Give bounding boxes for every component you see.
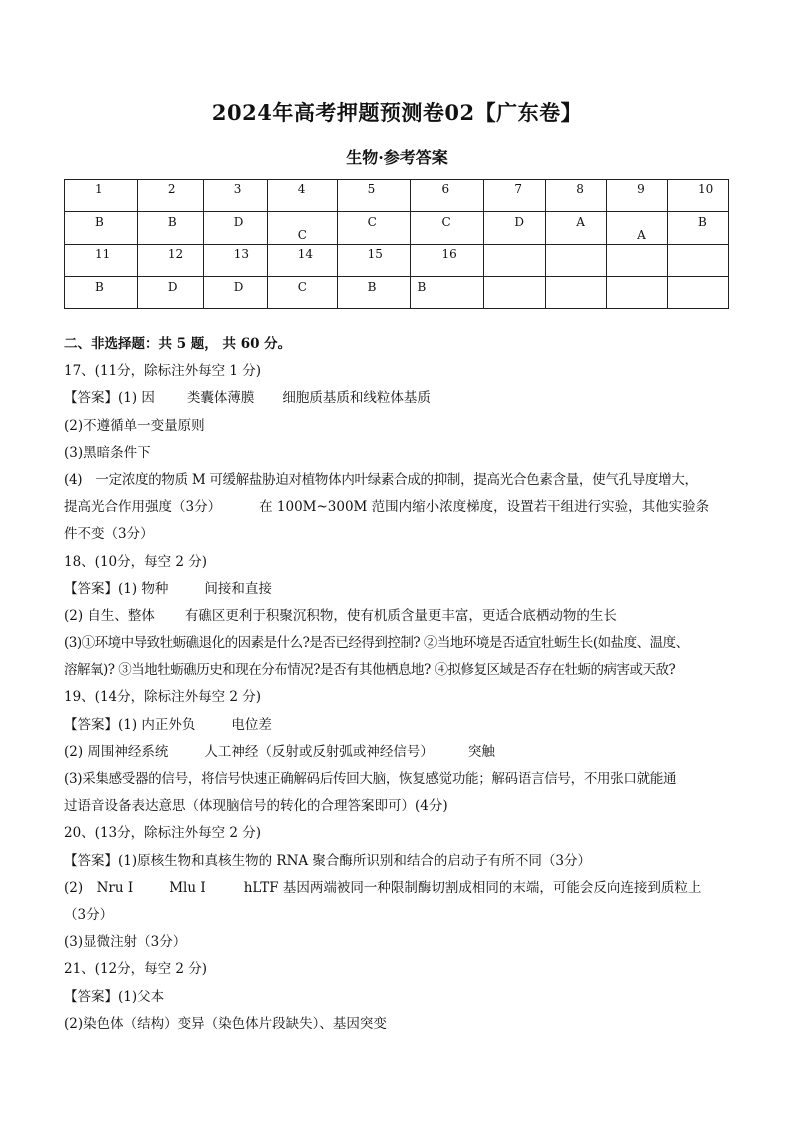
table-row <box>65 180 729 212</box>
q20-answer-3: (3)显微注射（3分） <box>64 934 187 951</box>
answer-text: (1) 因 <box>118 390 155 407</box>
answer-text: hLTF 基因两端被同一种限制酶切割成相同的末端，可能会反向连接到质粒上 <box>243 879 702 896</box>
table-cell: D <box>484 212 546 245</box>
table-cell: B <box>65 277 138 309</box>
answer-text: 人工神经（反射或反射弧或神经信号） <box>204 743 434 760</box>
answer-tag: 【答案】 <box>64 390 118 407</box>
table-cell: 3 <box>203 180 267 212</box>
table-cell: B <box>337 277 411 309</box>
q18-answer-1 <box>64 576 732 603</box>
table-cell: B <box>411 277 484 309</box>
table-cell: C <box>337 212 411 245</box>
table-cell: 1 <box>65 180 138 212</box>
answer-text: (2) Nru I <box>64 879 134 896</box>
table-cell: B <box>667 212 728 245</box>
answer-tag: 【答案】 <box>64 852 118 869</box>
q19-answer-1 <box>64 712 732 739</box>
q21-header: 21、(12分，每空 2 分) <box>64 961 208 978</box>
page-title: 2024年高考押题预测卷02【广东卷】 <box>211 100 583 125</box>
table-cell: 14 <box>267 245 337 277</box>
q20-answer-2 <box>64 875 732 902</box>
table-cell: 9 <box>607 180 668 212</box>
table-cell: 2 <box>137 180 203 212</box>
table-cell: 6 <box>411 180 484 212</box>
answer-tag: 【答案】 <box>64 716 118 733</box>
q17-answer-3: (3)黑暗条件下 <box>64 444 151 461</box>
answer-text: 提高光合作用强度（3分） <box>64 499 222 516</box>
table-row <box>65 277 729 309</box>
q17-header: 17、(11分，除标注外每空 1 分) <box>64 363 262 380</box>
answer-text: (2) 周围神经系统 <box>64 743 169 760</box>
table-cell: 10 <box>667 180 728 212</box>
q19-answer-2 <box>64 739 732 766</box>
q17-answer-4: (4) 一定浓度的物质 M 可缓解盐胁迫对植物体内叶绿素合成的抑制，提高光合色素含量，使气孔导度增大， <box>64 471 698 488</box>
table-row <box>65 245 729 277</box>
answer-tag: 【答案】 <box>64 988 118 1005</box>
answer-text: 类囊体薄膜 <box>186 390 255 407</box>
table-cell: D <box>137 277 203 309</box>
table-cell: A <box>546 212 607 245</box>
q18-header: 18、(10分，每空 2 分) <box>64 553 208 570</box>
q19-answer-3: (3)采集感受器的信号，将信号快速正确解码后传回大脑，恢复感觉功能；解码语言信号，不用张口就能通 <box>64 771 677 787</box>
answer-text: (1)父本 <box>118 988 165 1005</box>
q17-answer-4-cont <box>64 494 732 521</box>
answer-text: 突触 <box>467 743 495 760</box>
table-cell: B <box>137 212 203 245</box>
table-cell: 8 <box>546 180 607 212</box>
table-cell <box>546 277 607 309</box>
answer-text: (1)原核生物和真核生物的 RNA 聚合酶所识别和结合的启动子有所不同（3分） <box>118 852 592 869</box>
answer-text: Mlu I <box>169 879 206 896</box>
q19-answer-3-cont: 过语音设备表达意思（体现脑信号的转化的合理答案即可）(4分) <box>64 798 448 815</box>
table-row <box>65 212 729 245</box>
q18-answer-3: (3)①环境中导致牡蛎礁退化的因素是什么?是否已经得到控制? ②当地环境是否适宜牡蛎生长(如盐度、温度、 <box>64 635 689 652</box>
q18-answer-3-cont: 溶解氧)? ③当地牡蛎礁历史和现在分布情况?是否有其他栖息地? ④拟修复区域是否存在牡蛎的病害或天敌? <box>64 662 676 679</box>
answer-text: (1) 内正外负 <box>118 716 196 733</box>
table-cell: D <box>203 212 267 245</box>
table-cell: D <box>203 277 267 309</box>
q20-header: 20、(13分，除标注外每空 2 分) <box>64 825 262 842</box>
q20-answer-2-end: （3分） <box>64 906 114 923</box>
table-cell: 5 <box>337 180 411 212</box>
table-cell <box>607 277 668 309</box>
table-cell <box>546 245 607 277</box>
table-cell <box>484 277 546 309</box>
table-cell: C <box>411 212 484 245</box>
table-cell: C <box>267 277 337 309</box>
table-cell: B <box>65 212 138 245</box>
q17-answer-1 <box>64 385 732 412</box>
q18-answer-2 <box>64 603 732 630</box>
page-subtitle: 生物·参考答案 <box>346 148 448 167</box>
answer-text: 在 100M~300M 范围内缩小浓度梯度，设置若干组进行实验，其他实验条 <box>259 499 710 516</box>
table-cell: 11 <box>65 245 138 277</box>
table-cell <box>667 277 728 309</box>
table-cell: 12 <box>137 245 203 277</box>
answer-text: 有礁区更利于积聚沉积物，使有机质含量更丰富，更适合底栖动物的生长 <box>184 607 617 624</box>
answer-text: (1) 物种 <box>118 580 169 597</box>
table-cell <box>667 245 728 277</box>
table-cell: 15 <box>337 245 411 277</box>
table-cell <box>484 245 546 277</box>
q21-answer-1 <box>64 984 732 1011</box>
table-cell: 7 <box>484 180 546 212</box>
answer-text: (2) 自生、整体 <box>64 607 155 624</box>
table-cell: 13 <box>203 245 267 277</box>
answers-body <box>64 331 732 1038</box>
answer-text: 间接和直接 <box>204 580 272 597</box>
table-cell: 4 <box>267 180 337 212</box>
q17-answer-4-end: 件不变（3分） <box>64 526 154 543</box>
q20-answer-1 <box>64 848 732 875</box>
answer-tag: 【答案】 <box>64 580 118 597</box>
q21-answer-2: (2)染色体（结构）变异（染色体片段缺失）、基因突变 <box>64 1015 387 1032</box>
answer-text: 电位差 <box>231 716 272 733</box>
table-cell: C <box>267 212 337 245</box>
q19-header: 19、(14分，除标注外每空 2 分) <box>64 689 262 706</box>
table-cell: 16 <box>411 245 484 277</box>
q17-answer-2: (2)不遵循单一变量原则 <box>64 417 205 434</box>
answer-table <box>64 179 729 309</box>
answer-text: 细胞质基质和线粒体基质 <box>282 390 431 407</box>
table-cell <box>607 245 668 277</box>
table-cell: A <box>607 212 668 245</box>
section-heading: 二、非选择题：共 5 题， 共 60 分。 <box>64 336 292 352</box>
